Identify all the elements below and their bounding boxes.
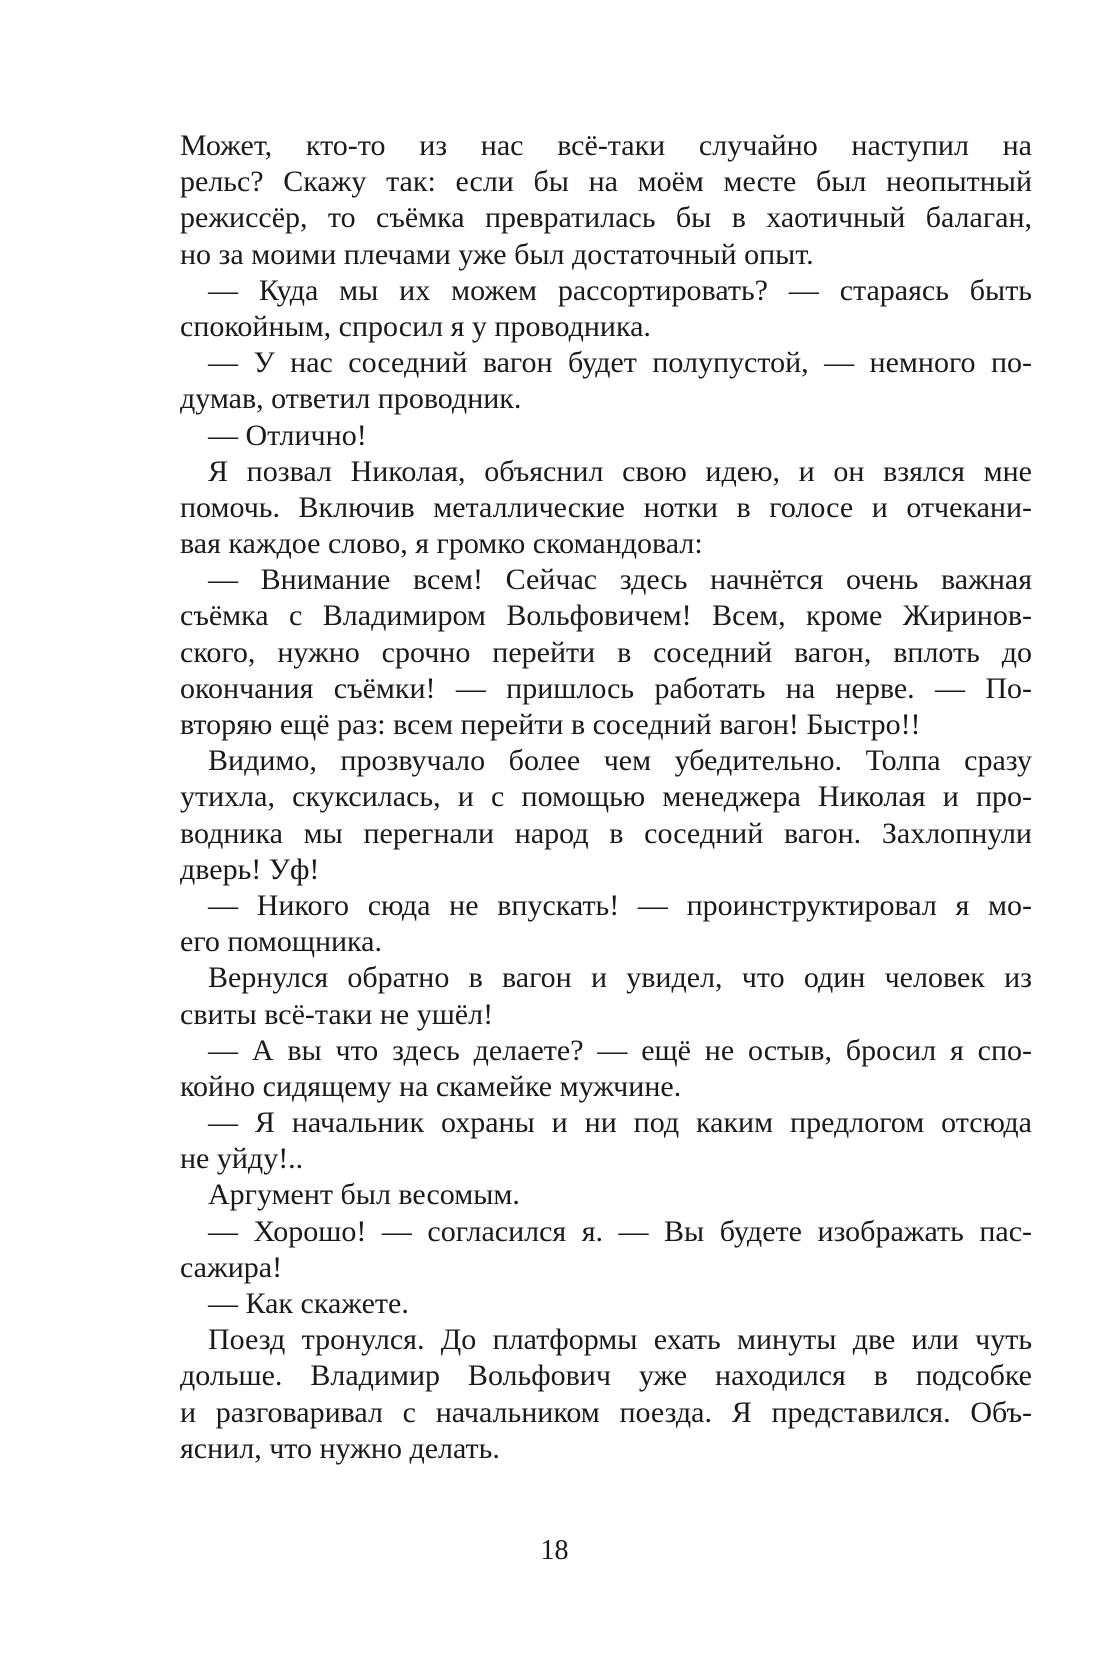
- text-line: но за моими плечами уже был достаточный опыт.: [180, 237, 814, 271]
- text-line: — У нас соседний вагон будет полупустой, — немного по-: [208, 346, 1032, 380]
- text-line: яснил, что нужно делать.: [180, 1431, 500, 1465]
- page-number: 18: [540, 1535, 569, 1566]
- text-line: ского, нужно срочно перейти в соседний вагон, вплоть до: [180, 635, 1032, 669]
- text-line: — Я начальник охраны и ни под каким предлогом отсюда: [208, 1106, 1032, 1140]
- text-line: дольше. Владимир Вольфович уже находился в подсобке: [180, 1359, 1032, 1393]
- text-line: — Отлично!: [208, 418, 367, 452]
- text-line: — Хорошо! — согласился я. — Вы будете изображать пас-: [208, 1214, 1032, 1248]
- text-line: его помощника.: [180, 925, 382, 959]
- text-line: Аргумент был весомым.: [208, 1178, 520, 1212]
- text-line: койно сидящему на скамейке мужчине.: [180, 1069, 682, 1103]
- text-line: спокойным, спросил я у проводника.: [180, 309, 651, 343]
- text-line: — Внимание всем! Сейчас здесь начнётся очень важная: [208, 563, 1032, 597]
- text-line: помочь. Включив металлические нотки в голосе и отчекани-: [180, 490, 1032, 524]
- text-line: Я позвал Николая, объяснил свою идею, и он взялся мне: [208, 454, 1032, 488]
- text-line: свиты всё-таки не ушёл!: [180, 997, 494, 1031]
- text-line: съёмка с Владимиром Вольфовичем! Всем, кроме Жиринов-: [180, 599, 1032, 633]
- text-line: Видимо, прозвучало более чем убедительно. Толпа сразу: [208, 744, 1032, 778]
- text-line: вая каждое слово, я громко скомандовал:: [180, 527, 703, 561]
- text-line: Может, кто-то из нас всё-таки случайно наступил на: [180, 129, 1032, 162]
- text-line: дверь! Уф!: [180, 852, 320, 886]
- text-line: и разговаривал с начальником поезда. Я представился. Объ-: [180, 1395, 1032, 1429]
- text-line: не уйду!..: [180, 1142, 304, 1176]
- text-line: сажира!: [180, 1250, 283, 1284]
- text-line: окончания съёмки! — пришлось работать на нерве. — По-: [180, 671, 1032, 705]
- text-line: — Никого сюда не впускать! — проинструктировал я мо-: [208, 888, 1032, 922]
- text-line: Вернулся обратно в вагон и увидел, что один человек из: [208, 961, 1032, 995]
- body-text: [180, 128, 1032, 1467]
- text-line: водника мы перегнали народ в соседний вагон. Захлопнули: [180, 816, 1032, 850]
- text-line: вторяю ещё раз: всем перейти в соседний вагон! Быстро!!: [180, 708, 921, 741]
- text-line: — Куда мы их можем рассортировать? — стараясь быть: [208, 273, 1032, 307]
- text-line: утихла, скуксилась, и с помощью менеджера Николая и про-: [180, 780, 1032, 814]
- text-line: рельс? Скажу так: если бы на моём месте был неопытный: [180, 165, 1032, 199]
- text-line: Поезд тронулся. До платформы ехать минуты две или чуть: [208, 1323, 1032, 1357]
- text-line: думав, ответил проводник.: [180, 382, 522, 416]
- text-line: — Как скажете.: [208, 1287, 409, 1320]
- text-line: режиссёр, то съёмка превратилась бы в хаотичный балаган,: [180, 201, 1032, 235]
- text-line: — А вы что здесь делаете? — ещё не остыв, бросил я спо-: [208, 1033, 1032, 1067]
